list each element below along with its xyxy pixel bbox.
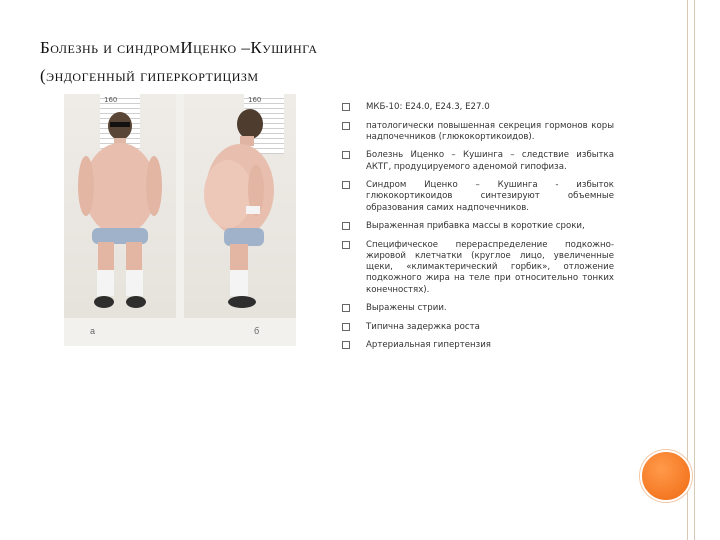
ruler-number: 160	[104, 96, 118, 104]
bullet-item	[342, 340, 614, 351]
patient-side-figure	[184, 94, 296, 318]
bullet-square-icon	[342, 181, 350, 189]
bullet-text: патологически повышенная секреция гормонов коры надпочечников (глюкокортикоидов).	[366, 120, 614, 142]
photo-label-a: а	[90, 326, 96, 336]
bullet-text: Артериальная гипертензия	[366, 340, 491, 351]
bullet-item	[342, 150, 614, 172]
bullet-item	[342, 221, 614, 232]
photo-front-view	[64, 94, 176, 318]
bullet-text: МКБ-10: Е24.0, Е24.3, Е27.0	[366, 102, 490, 112]
title-line-1: Болезнь и синдромИценко –Кушинга	[40, 38, 318, 57]
ruler-number: 160	[248, 96, 262, 104]
bullet-square-icon	[342, 341, 350, 349]
photo-label-b: б	[254, 326, 260, 336]
photo-side-view	[184, 94, 296, 318]
bullet-text: Выраженная прибавка массы в короткие сроки,	[366, 221, 585, 232]
bullet-square-icon	[342, 241, 350, 249]
bullet-item	[342, 322, 614, 333]
patient-photos	[64, 94, 296, 346]
title-line-2: (эндогенный гиперкортицизм	[40, 66, 259, 85]
decorative-rule	[687, 0, 688, 540]
bullet-text: Специфическое перераспределение подкожно-жировой клетчатки (круглое лицо, увеличенные щеки, «климактерический горбик», отложение подкожного жира на теле при относительно тонких конечностях).	[366, 239, 614, 295]
patient-front-figure	[64, 94, 176, 318]
bullet-list	[342, 102, 614, 359]
bullet-square-icon	[342, 151, 350, 159]
bullet-item	[342, 102, 614, 113]
bullet-square-icon	[342, 122, 350, 130]
bullet-item	[342, 121, 614, 143]
bullet-item	[342, 240, 614, 296]
bullet-item	[342, 180, 614, 214]
decorative-rule	[694, 0, 695, 540]
bullet-text: Болезнь Иценко – Кушинга – следствие избытка АКТГ, продуцируемого аденомой гипофиза.	[366, 150, 614, 172]
slide-title	[40, 34, 500, 90]
bullet-square-icon	[342, 304, 350, 312]
bullet-square-icon	[342, 323, 350, 331]
bullet-text: Типична задержка роста	[366, 321, 480, 332]
bullet-item	[342, 303, 614, 314]
bullet-text: Выражены стрии.	[366, 303, 447, 314]
bullet-square-icon	[342, 222, 350, 230]
bullet-text: Синдром Иценко – Кушинга - избыток глюкокортикоидов синтезируют объемные образования самих надпочечников.	[366, 180, 614, 213]
decorative-orange-circle	[640, 450, 692, 502]
bullet-square-icon	[342, 103, 350, 111]
